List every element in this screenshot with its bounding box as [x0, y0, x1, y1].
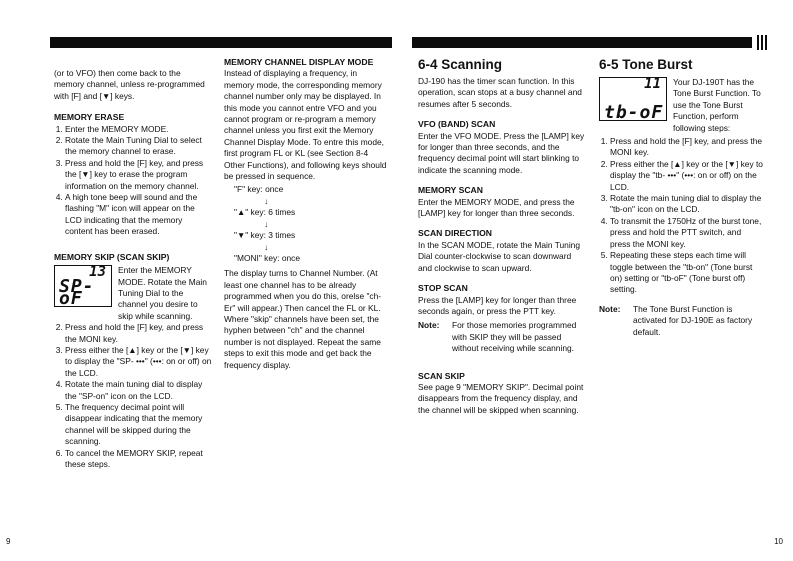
left-header-bar — [50, 37, 392, 48]
memory-skip-heading: MEMORY SKIP (SCAN SKIP) — [54, 251, 170, 262]
memory-erase-steps — [54, 124, 212, 238]
scan-direction-heading: SCAN DIRECTION — [418, 228, 493, 239]
list-item: 1. Enter the MEMORY MODE. — [65, 124, 212, 135]
memory-skip-steps — [54, 322, 212, 470]
scan-direction-text: In the SCAN MODE, rotate the Main Tuning Dial counter-clockwise to scan downward and clockwise to scan upward. — [418, 239, 580, 273]
lcd-text: SP-oF — [59, 276, 95, 309]
vfo-scan-heading: VFO (BAND) SCAN — [418, 119, 496, 130]
stop-scan-heading: STOP SCAN — [418, 283, 468, 294]
down-arrow-icon: ↓ — [264, 218, 269, 229]
lcd-channel-number: 11 — [644, 76, 661, 92]
list-item: 6. To cancel the MEMORY SKIP, repeat these steps. — [65, 448, 212, 471]
left-column-2 — [224, 57, 389, 371]
tone-note — [599, 304, 763, 338]
list-item: 5. Repeating these steps each time will toggle between the "tb-on" (Tone burst on) setting or "tb-oF" (Tone burst off) setting. — [610, 250, 763, 296]
sequence-step: "F" key: once — [234, 184, 284, 195]
note-label: Note: — [418, 320, 440, 331]
list-item: 2. Press and hold the [F] key, and press the MONI key. — [65, 322, 212, 345]
memory-scan-heading: MEMORY SCAN — [418, 185, 483, 196]
down-arrow-icon: ↓ — [264, 195, 269, 206]
page-number-left: 9 — [6, 537, 11, 546]
down-arrow-icon: ↓ — [264, 241, 269, 252]
tone-burst-intro: Your DJ-190T has the Tone Burst Function. To use the Tone Burst Function, perform following steps: — [673, 77, 761, 133]
note-text: For those memories programmed with SKIP they will be passed without receiving while scanning. — [452, 320, 577, 354]
sequence-step: "MONI" key: once — [234, 252, 300, 263]
list-item: 3. Press either the [▲] key or the [▼] key to display the "SP- •••" (•••: on or off) on the LCD. — [65, 345, 212, 379]
lcd-channel-number: 13 — [89, 264, 106, 281]
display-mode-heading: MEMORY CHANNEL DISPLAY MODE — [224, 57, 374, 67]
sequence-step: "▼" key: 3 times — [234, 230, 296, 241]
list-item: 4. Rotate the main tuning dial to display the "SP-on" icon on the LCD. — [65, 379, 212, 402]
note-text: The Tone Burst Function is activated for DJ-190E as factory default. — [633, 303, 753, 337]
list-item: 1. Press and hold the [F] key, and press the MONI key. — [610, 136, 763, 159]
list-item: 3. Press and hold the [F] key, and press the [▼] key to erase the program information on the memory channel. — [65, 158, 212, 192]
memory-skip-step-1: Enter the MEMORY MODE. Rotate the Main Tuning Dial to the channel you desire to skip while scanning. — [118, 265, 207, 321]
scan-skip-heading: SCAN SKIP — [418, 370, 465, 381]
page-number-right: 10 — [774, 537, 783, 546]
note-label: Note: — [599, 303, 621, 314]
scanning-title: 6-4 Scanning — [418, 57, 503, 72]
list-item: 3. Rotate the main tuning dial to display the "tb-on" icon on the LCD. — [610, 193, 763, 216]
tone-burst-steps — [599, 136, 763, 296]
memory-erase-heading: MEMORY ERASE — [54, 112, 125, 123]
left-column-1 — [54, 68, 212, 470]
lcd-text: tb-oF — [604, 101, 664, 123]
stop-scan-text: Press the [LAMP] key for longer than three seconds again, or press the PTT key. — [418, 294, 577, 316]
list-item: 5. The frequency decimal point will disappear indicating that the memory channel will be skipped during the scanning. — [65, 402, 212, 448]
display-mode-paragraph-2: The display turns to Channel Number. (At least one channel has to be already programmed when you do this, orelse "ch-Er" will appear.) Then cancel the FL or KL. Where "skip" channels have been set, the hyphen between "ch" and the channel number is not displayed. Repeat the same steps to exit this mode and get back the frequency display. — [224, 268, 382, 370]
intro-paragraph: (or to VFO) then come back to the memory channel, unless re-programmed with [F] and [▼] keys. — [54, 68, 205, 101]
list-item: 2. Press either the [▲] key or the [▼] key to display the "tb- •••" (•••: on or off) on the LCD. — [610, 159, 763, 193]
list-item: 2. Rotate the Main Tuning Dial to select the memory channel to erase. — [65, 135, 212, 158]
right-column-2 — [599, 57, 763, 338]
scan-note — [418, 320, 586, 354]
scanning-intro: DJ-190 has the timer scan function. In this operation, scan stops at a busy channel and resumes after 5 seconds. — [418, 76, 582, 109]
list-item: 4. A high tone beep will sound and the flashing "M" icon will appear on the LCD indicating that the memory content has been erased. — [65, 192, 212, 238]
memory-scan-text: Enter the MEMORY MODE, and press the [LAMP] key for longer than three seconds. — [418, 196, 575, 219]
lcd-tb-off-display — [599, 77, 667, 121]
key-sequence — [224, 184, 389, 264]
right-header-bar — [412, 37, 752, 48]
header-tick-marks — [757, 35, 767, 50]
sequence-step: "▲" key: 6 times — [234, 207, 296, 218]
lcd-sp-off-display — [54, 265, 112, 307]
right-column-1 — [418, 57, 586, 416]
vfo-scan-text: Enter the VFO MODE. Press the [LAMP] key for longer than three seconds, and the frequency decimal point will start blinking to indicate the scanning mode. — [418, 130, 585, 175]
scan-skip-text: See page 9 "MEMORY SKIP". Decimal point disappears from the frequency display, and the channel will be skipped when scanning. — [418, 381, 584, 415]
display-mode-paragraph-1: Instead of displaying a frequency, in memory mode, the corresponding memory channel number only may be displayed. In this mode you cannot entre VFO and you cannot program or re-program a memory channel unless you first exit the Memory Channel Display Mode. To entre this mode, first program FL or KL (see Section 8-4 Other Functions), and following keys should be pressed in sequence. — [224, 68, 387, 182]
tone-burst-title: 6-5 Tone Burst — [599, 57, 693, 72]
list-item: 4. To transmit the 1750Hz of the burst tone, press and hold the PTT switch, and press the MONI key. — [610, 216, 763, 250]
